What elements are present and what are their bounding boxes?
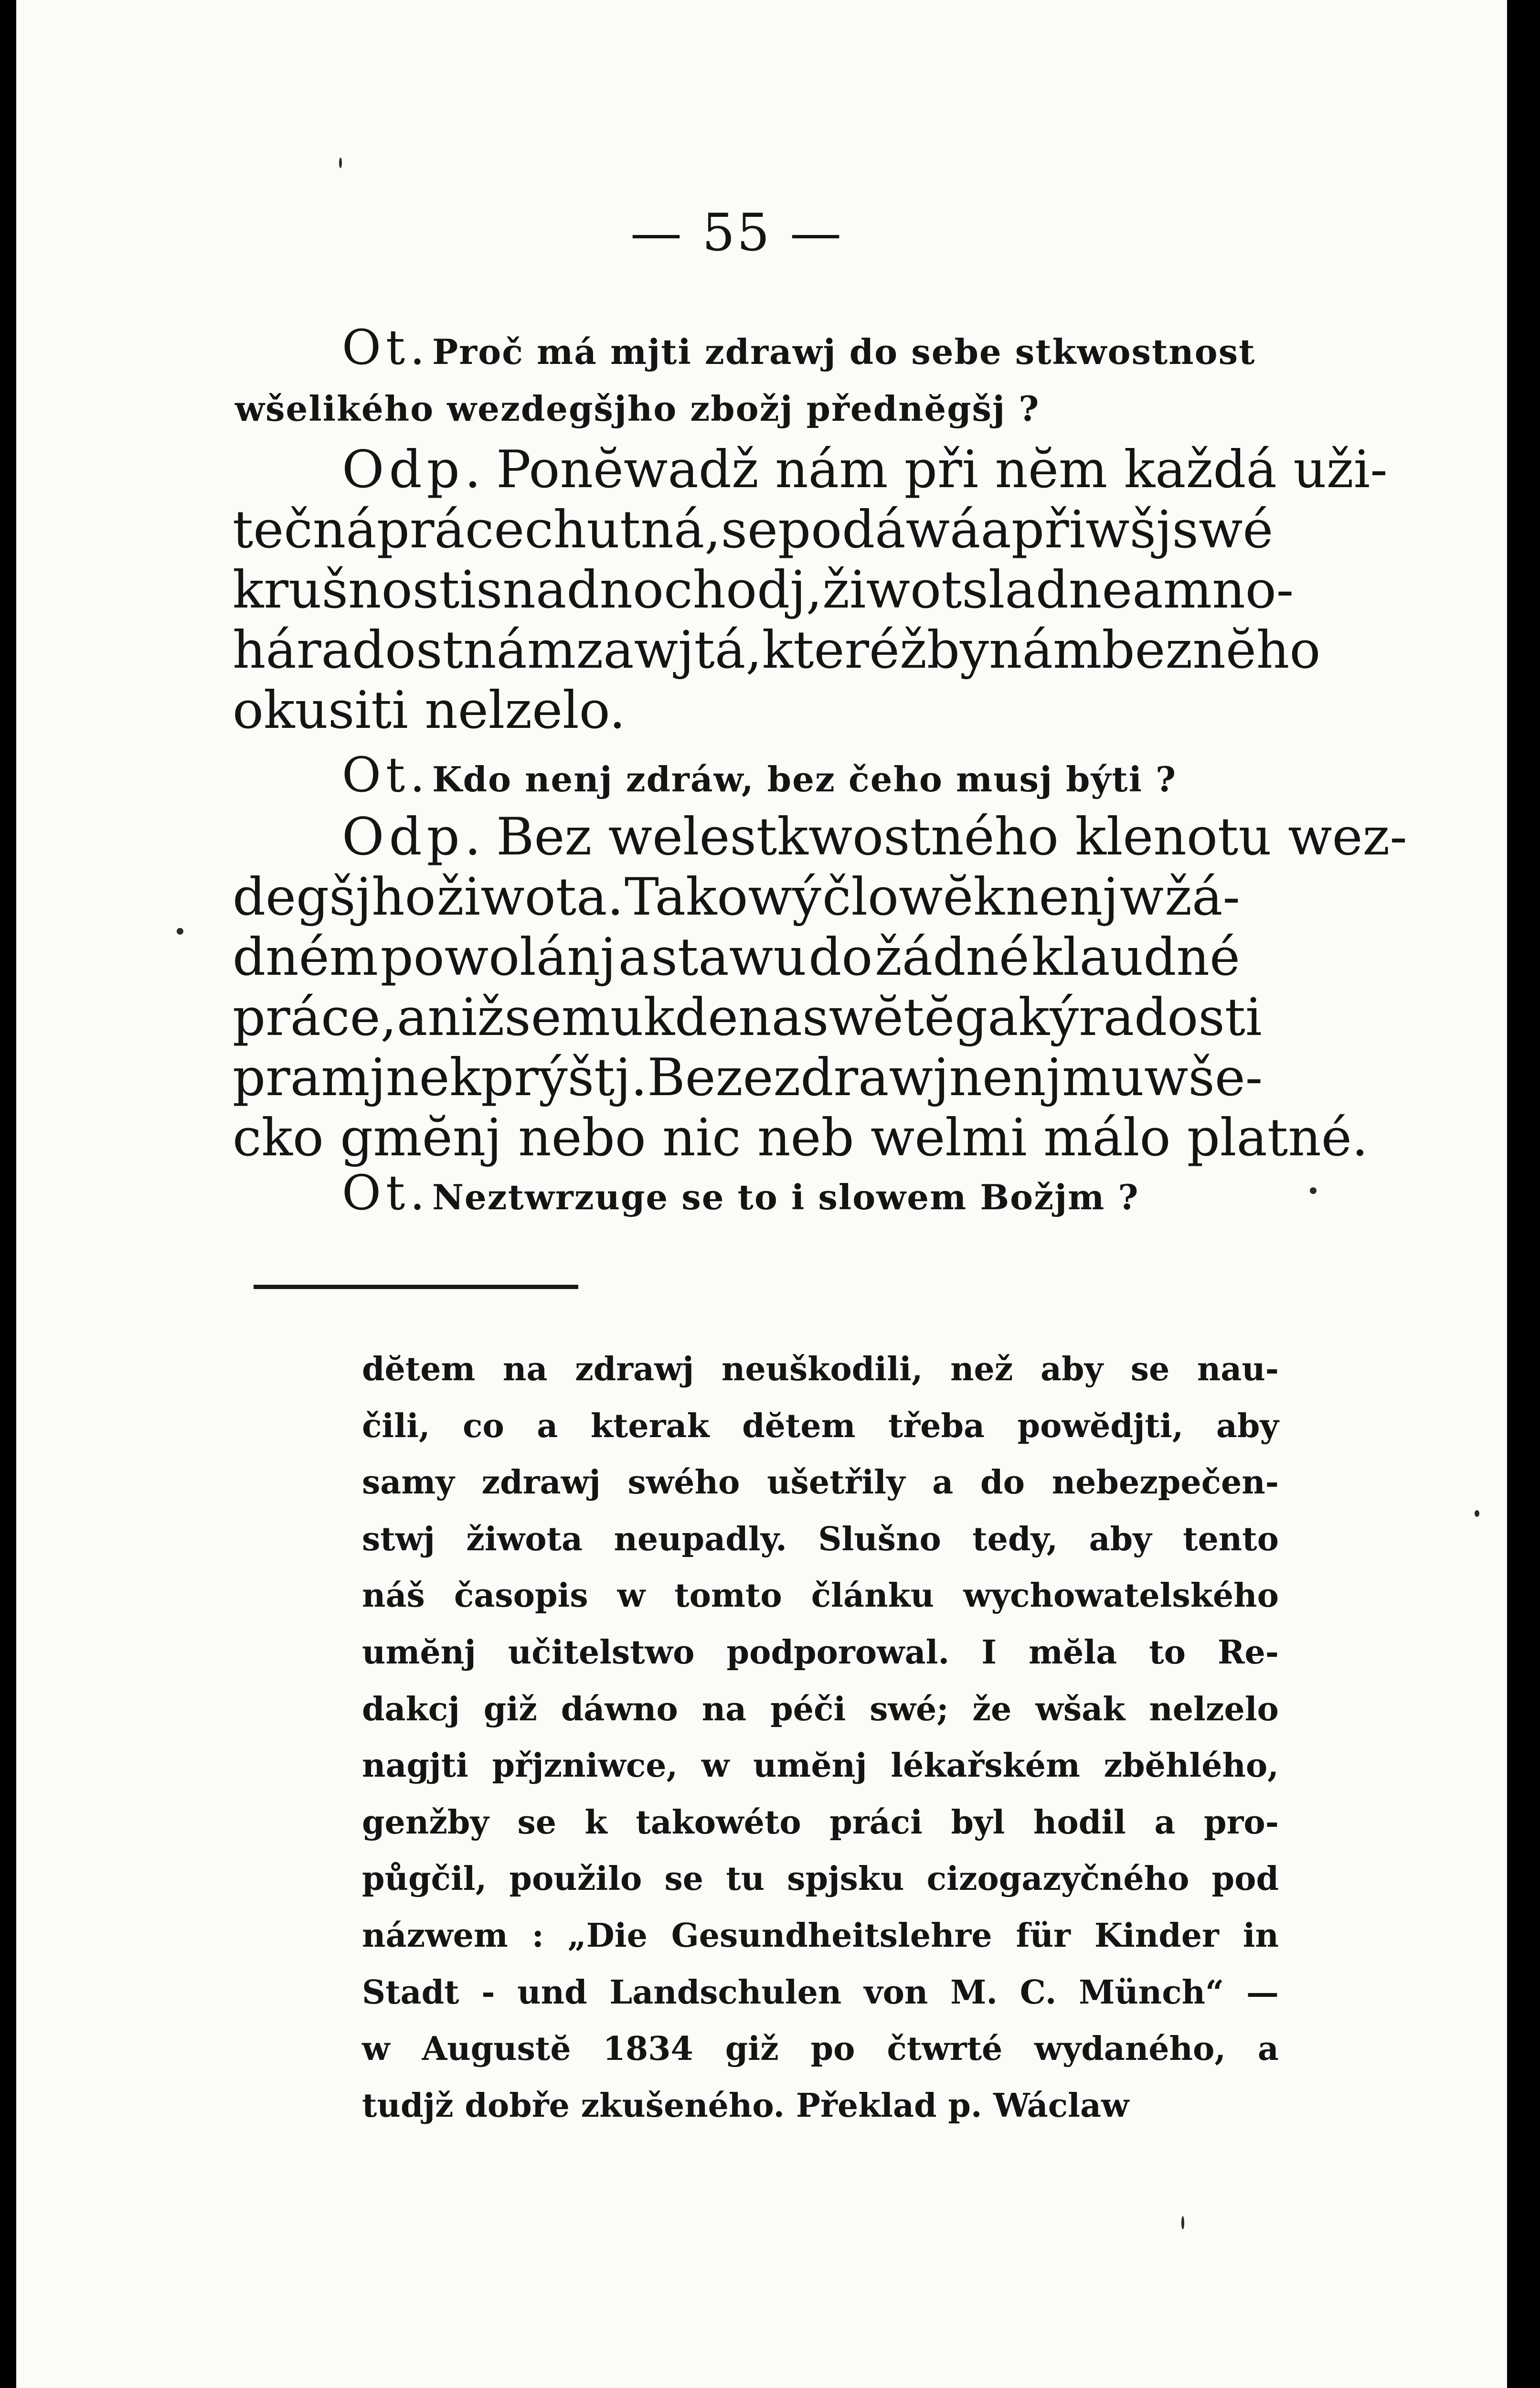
answer-line: dném powolánj a stawu do žádné klaudné xyxy=(233,927,1240,987)
answer-line: práce, aniž se mu kde na swĕtĕ gaký radosti xyxy=(233,988,1262,1047)
answer-line: Odp. Ponĕwadž nám při nĕm každá uži- xyxy=(342,440,1388,500)
question-1-continuation xyxy=(235,386,1040,441)
answer-line: há radost nám zawjtá, kteréžby nám bez nĕho xyxy=(233,620,1321,680)
footnote-line: dĕtem na zdrawj neuškodili, než aby se nau- xyxy=(362,1350,1279,1388)
question-text: Proč má mjti zdrawj do sebe stkwostnost xyxy=(432,331,1256,372)
footnote-line: čili, co a kterak dĕtem třeba powĕdjti, aby xyxy=(362,1407,1279,1445)
footnote-rule xyxy=(254,1285,578,1289)
footnote-line: náš časopis w tomto článku wychowatelského xyxy=(362,1577,1279,1615)
footnote-line: půgčil, použilo se tu spjsku cizogazyčného pod xyxy=(362,1860,1279,1898)
footnote-line: genžby se k takowéto práci byl hodil a pro- xyxy=(362,1803,1279,1842)
scan-speck xyxy=(177,928,183,935)
question-label: Ot. xyxy=(342,320,430,375)
question-label: Ot. xyxy=(342,747,430,803)
scan-speck xyxy=(1181,2216,1184,2229)
question-2 xyxy=(342,747,1177,812)
question-text: Kdo nenj zdráw, bez čeho musj býti ? xyxy=(432,759,1177,800)
book-page xyxy=(16,0,1507,2388)
answer-1 xyxy=(233,440,1388,741)
question-text: Neztwrzuge se to i slowem Božjm ? xyxy=(432,1177,1139,1217)
footnote-line: stwj žiwota neupadly. Slušno tedy, aby tento xyxy=(362,1520,1279,1558)
answer-label: Odp. xyxy=(342,440,486,500)
footnote xyxy=(362,1341,1279,2134)
answer-line: degšjho žiwota. Takowý člowĕk nenj w žá- xyxy=(233,867,1240,927)
footnote-line: Stadt - und Landschulen von M. C. Münch“ — xyxy=(362,1973,1279,2012)
footnote-line: samy zdrawj swého ušetřily a do nebezpečen- xyxy=(362,1463,1279,1502)
page-number: — 55 — xyxy=(630,203,844,263)
question-text-continuation: wšelikého wezdegšjho zbožj přednĕgšj ? xyxy=(235,388,1040,429)
footnote-line: názwem : „Die Gesundheitslehre für Kinder in xyxy=(362,1916,1279,1955)
answer-line: pramjnek prýštj. Beze zdrawj nenj mu wše- xyxy=(233,1048,1263,1108)
answer-line: tečná práce chutná, se podáwá a při wšj swé xyxy=(233,500,1274,560)
scan-speck xyxy=(339,158,342,168)
answer-line: okusiti nelzelo. xyxy=(233,681,626,740)
answer-line: Odp. Bez welestkwostného klenotu wez- xyxy=(342,807,1407,867)
scan-speck xyxy=(1475,1510,1479,1517)
footnote-line: w Augustĕ 1834 giž po čtwrté wydaného, a xyxy=(362,2030,1279,2068)
answer-2 xyxy=(233,807,1407,1168)
question-1 xyxy=(342,320,1256,384)
footnote-line: umĕnj učitelstwo podporowal. I mĕla to Re- xyxy=(362,1633,1279,1672)
answer-line: cko gmĕnj nebo nic neb welmi málo platné. xyxy=(233,1108,1369,1168)
question-3 xyxy=(342,1165,1139,1230)
footnote-line: nagjti přjzniwce, w umĕnj lékařském zbĕhlého, xyxy=(362,1747,1279,1785)
footnote-line: dakcj giž dáwno na péči swé; že wšak nelzelo xyxy=(362,1690,1279,1728)
question-label: Ot. xyxy=(342,1165,430,1221)
scan-speck xyxy=(1310,1187,1317,1194)
footnote-line: tudjž dobře zkušeného. Překlad p. Wáclaw xyxy=(362,2086,1129,2125)
answer-label: Odp. xyxy=(342,807,486,867)
answer-line: krušnosti snadno chodj, žiwot sladne a mno- xyxy=(233,560,1294,620)
